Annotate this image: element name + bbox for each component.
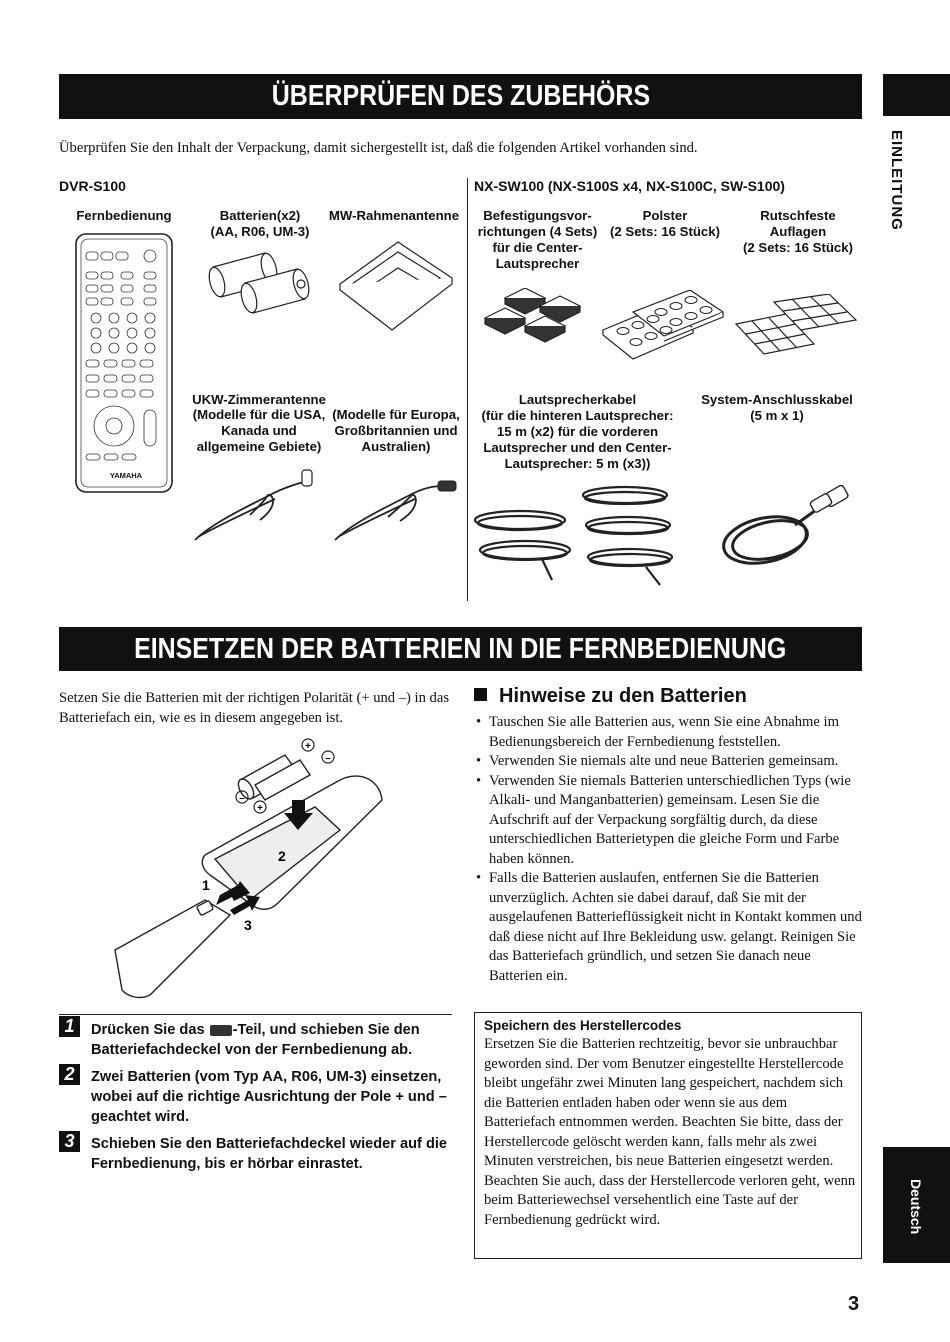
fm-antenna-europe-illustration	[330, 465, 460, 545]
remote-brand-text: YAMAHA	[109, 471, 143, 480]
step-number: 3	[59, 1131, 80, 1152]
remote-control-illustration	[74, 232, 174, 494]
language-tab	[883, 1147, 950, 1263]
step-text: Drücken Sie das -Teil, und schieben Sie den Batteriefachdeckel von der Fernbedienung ab.	[91, 1022, 420, 1058]
battery-intro-text: Setzen Sie die Batterien mit der richtigen Polarität (+ und –) in das Batteriefach ein, wie es in diesem angegeben ist.	[59, 690, 449, 726]
svg-text:+: +	[257, 803, 263, 814]
list-item: • Falls die Batterien auslaufen, entfernen Sie die Batterien unverzüglich. Achten sie dabei darauf, daß Sie mit der ausgelaufenen Batterieflüssigkeit nicht in Kontakt kommen und daß diese nicht auf Ihre Bekleidung usw. gelangt. Reinigen Sie das Batteriefach gründlich, und setzen Sie danach neue Batterien ein.	[474, 869, 864, 986]
figure-label-3: 3	[244, 917, 252, 933]
am-antenna-illustration	[330, 232, 460, 332]
label-brackets: Befestigungsvor- richtungen (4 Sets) für die Center- Lautsprecher	[477, 208, 598, 271]
battery-insertion-illustration	[110, 735, 400, 1000]
page-number: 3	[848, 1293, 860, 1315]
svg-text:–: –	[239, 793, 245, 804]
cushions-illustration	[598, 290, 728, 360]
fm-antenna-usa-illustration	[190, 465, 320, 545]
label-cushions: Polster (2 Sets: 16 Stück)	[610, 208, 720, 239]
system-cable-illustration	[715, 485, 855, 570]
page-title: ÜBERPRÜFEN DES ZUBEHÖRS	[271, 80, 650, 112]
language-tab-label: Deutsch	[908, 1179, 924, 1235]
square-bullet-icon	[474, 688, 487, 701]
step-text: Zwei Batterien (vom Typ AA, R06, UM-3) einsetzen, wobei auf die richtige Ausrichtung der Pole + und – geachtet wird.	[91, 1069, 447, 1125]
label-am-antenna: MW-Rahmenantenne	[328, 208, 460, 223]
label-fm-usa: (Modelle für die USA, Kanada und allgemeine Gebiete)	[192, 407, 326, 454]
dvr-heading: DVR-S100	[59, 178, 126, 194]
list-item: • Verwenden Sie niemals Batterien unterschiedlichen Typs (wie Alkali- und Manganbatterien) gemeinsam. Lesen Sie die Aufschrift auf der Verpackung sorgfältig durch, da diese unterschiedlichen Batterietypen die gleiche Form und Farbe haben können.	[474, 772, 864, 870]
label-system-cable: System-Anschlusskabel (5 m x 1)	[701, 392, 853, 423]
step-number: 1	[59, 1016, 80, 1037]
label-fm-antenna: UKW-Zimmerantenne	[192, 392, 326, 407]
label-speaker-cable: Lautsprecherkabel (für die hinteren Lautsprecher: 15 m (x2) für die vorderen Lautsprecher und den Center- Lautsprecher: 5 m (x3))	[481, 392, 674, 471]
brackets-illustration	[480, 288, 590, 358]
list-item: • Verwenden Sie niemals alte und neue Batterien gemeinsam.	[474, 752, 864, 772]
figure-label-1: 1	[202, 877, 210, 893]
step-number: 2	[59, 1064, 80, 1085]
intro-text: Überprüfen Sie den Inhalt der Verpackung, damit sichergestellt ist, daß die folgenden Artikel vorhanden sind.	[59, 140, 698, 156]
battery-section-title: EINSETZEN DER BATTERIEN IN DIE FERNBEDIENUNG	[134, 633, 787, 665]
label-pads: Rutschfeste Auflagen (2 Sets: 16 Stück)	[743, 208, 853, 255]
label-remote: Fernbedienung	[76, 208, 172, 223]
speaker-cables-illustration	[470, 485, 695, 590]
figure-label-2: 2	[278, 848, 286, 864]
section-tab-label: EINLEITUNG	[888, 130, 905, 231]
svg-text:+: +	[305, 741, 311, 752]
box-text: Ersetzen Sie die Batterien rechtzeitig, bevor sie unbrauchbar geworden sind. Der vom Benutzer eingestellte Herstellercode bleibt ungefähr zwei Minuten lang gespeichert, nachdem sich die Batterien entladen haben oder wenn sie aus dem Batteriefach entnommen werden. Beachten Sie bitte, dass der Herstellercode gelöscht werden kann, falls mehr als zwei Minuten verstreichen, bis neue Batterien eingesetzt werden. Beachten Sie auch, dass der Herstellercode verloren geht, wenn beim Batteriewechsel versehentlich eine Taste auf der Fernbedienung gedrückt wird.	[484, 1036, 856, 1228]
list-item: • Tauschen Sie alle Batterien aus, wenn Sie eine Abnahme im Bedienungsbereich der Fernbedienung feststellen.	[474, 713, 864, 752]
cover-tab-icon	[210, 1025, 232, 1036]
battery-section-banner	[59, 627, 862, 671]
box-title: Speichern des Herstellercodes	[484, 1018, 682, 1033]
manufacturer-code-box	[474, 1012, 862, 1259]
notes-list	[474, 713, 864, 986]
steps-divider	[59, 1014, 452, 1015]
batteries-illustration	[205, 245, 325, 320]
pads-illustration	[734, 294, 859, 356]
svg-text:–: –	[325, 753, 331, 764]
page-title-banner	[59, 74, 862, 119]
column-divider	[467, 178, 468, 601]
label-fm-europe: (Modelle für Europa, Großbritannien und Australien)	[332, 407, 460, 454]
nx-heading: NX-SW100 (NX-S100S x4, NX-S100C, SW-S100)	[474, 178, 785, 194]
label-batteries: Batterien(x2) (AA, R06, UM-3)	[210, 208, 310, 239]
step-text: Schieben Sie den Batteriefachdeckel wieder auf die Fernbedienung, bis er hörbar einrastet.	[91, 1136, 448, 1172]
section-tab-block	[883, 74, 950, 116]
notes-heading: Hinweise zu den Batterien	[474, 685, 747, 708]
